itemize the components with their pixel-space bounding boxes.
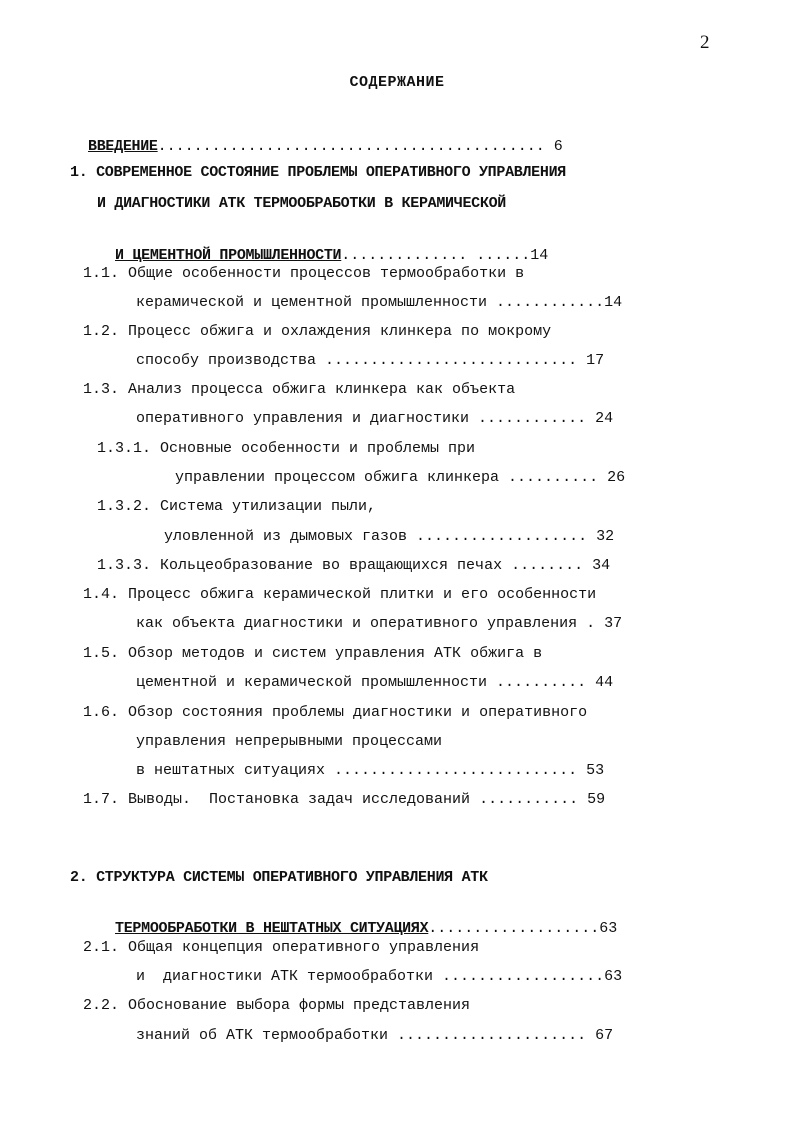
toc-entry-1-3-2[interactable]: 1.3.2. Система утилизации пыли, — [97, 498, 377, 515]
toc-entry-1-1-cont[interactable]: керамической и цементной промышленности ............14 — [136, 294, 623, 311]
toc-entry-1-5-cont[interactable]: цементной и керамической промышленности .......... 44 — [136, 674, 614, 691]
toc-entry-leader: ...................63 — [428, 920, 618, 937]
toc-entry-1-7[interactable]: 1.7. Выводы. Постановка задач исследований ........... 59 — [83, 791, 606, 808]
toc-entry-1-6[interactable]: 1.6. Обзор состояния проблемы диагностики и оперативного — [83, 704, 588, 721]
toc-entry-label: ВВЕДЕНИЕ — [88, 138, 158, 155]
toc-entry-1-3-cont[interactable]: оперативного управления и диагностики ............ 24 — [136, 410, 614, 427]
toc-entry-1-6-cont[interactable]: управления непрерывными процессами — [136, 733, 443, 750]
toc-entry-1-2[interactable]: 1.2. Процесс обжига и охлаждения клинкера по мокрому — [83, 323, 552, 340]
toc-entry-intro[interactable] — [70, 117, 563, 157]
page-number: 2 — [700, 32, 710, 53]
toc-chapter-2-line-2[interactable] — [97, 899, 617, 939]
toc-entry-2-1[interactable]: 2.1. Общая концепция оперативного управления — [83, 939, 480, 956]
toc-entry-1-3-3[interactable]: 1.3.3. Кольцеобразование во вращающихся печах ........ 34 — [97, 557, 611, 574]
toc-entry-2-2[interactable]: 2.2. Обоснование выбора формы представления — [83, 997, 471, 1014]
toc-entry-1-4[interactable]: 1.4. Процесс обжига керамической плитки и его особенности — [83, 586, 597, 603]
toc-entry-label: ТЕРМООБРАБОТКИ В НЕШТАТНЫХ СИТУАЦИЯХ — [115, 920, 429, 937]
toc-entry-label: И ЦЕМЕНТНОЙ ПРОМЫШЛЕННОСТИ — [115, 247, 342, 264]
page-title: СОДЕРЖАНИЕ — [349, 74, 445, 91]
toc-entry-1-3-1[interactable]: 1.3.1. Основные особенности и проблемы при — [97, 440, 476, 457]
toc-entry-2-2-cont[interactable]: знаний об АТК термообработки ..................... 67 — [136, 1027, 614, 1044]
toc-entry-1-5[interactable]: 1.5. Обзор методов и систем управления АТК обжига в — [83, 645, 543, 662]
toc-entry-leader: ........................................... 6 — [157, 138, 563, 155]
toc-entry-1-3-2-cont[interactable]: уловленной из дымовых газов ................... 32 — [164, 528, 615, 545]
toc-chapter-2-line-1[interactable]: 2. СТРУКТУРА СИСТЕМЫ ОПЕРАТИВНОГО УПРАВЛЕНИЯ АТК — [70, 869, 488, 886]
toc-entry-1-1[interactable]: 1.1. Общие особенности процессов термообработки в — [83, 265, 525, 282]
toc-chapter-1-line-1[interactable]: 1. СОВРЕМЕННОЕ СОСТОЯНИЕ ПРОБЛЕМЫ ОПЕРАТИВНОГО УПРАВЛЕНИЯ — [70, 164, 566, 181]
toc-chapter-1-line-3[interactable] — [97, 226, 548, 266]
toc-chapter-1-line-2[interactable]: И ДИАГНОСТИКИ АТК ТЕРМООБРАБОТКИ В КЕРАМИЧЕСКОЙ — [97, 195, 506, 212]
toc-entry-1-3-1-cont[interactable]: управлении процессом обжига клинкера .......... 26 — [175, 469, 626, 486]
toc-entry-1-4-cont[interactable]: как объекта диагностики и оперативного управления . 37 — [136, 615, 623, 632]
toc-entry-1-2-cont[interactable]: способу производства ............................ 17 — [136, 352, 605, 369]
toc-entry-1-3[interactable]: 1.3. Анализ процесса обжига клинкера как объекта — [83, 381, 516, 398]
toc-entry-2-1-cont[interactable]: и диагностики АТК термообработки ..................63 — [136, 968, 623, 985]
toc-entry-leader: .............. ......14 — [341, 247, 549, 264]
toc-entry-1-6-cont-2[interactable]: в нештатных ситуациях ........................... 53 — [136, 762, 605, 779]
